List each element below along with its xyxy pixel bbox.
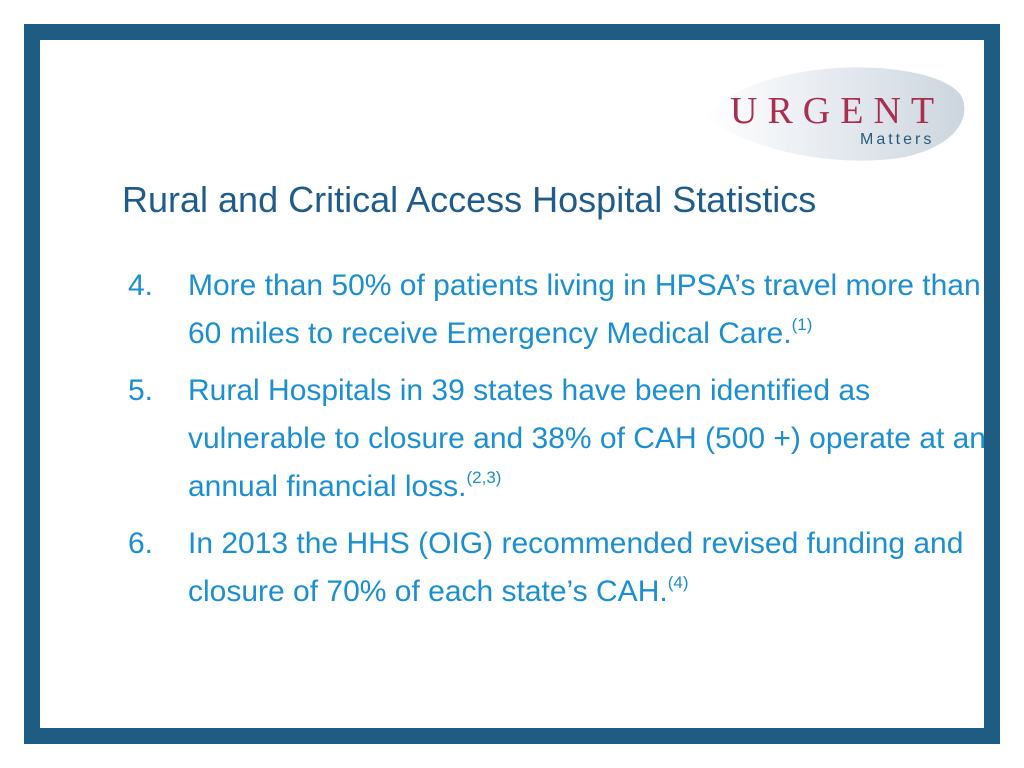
citation-superscript: (4) — [667, 573, 689, 592]
logo-subtitle: Matters — [860, 131, 935, 148]
list-item-number: 6. — [128, 527, 154, 560]
slide-title: Rural and Critical Access Hospital Statistics — [122, 179, 817, 220]
citation-superscript: (1) — [791, 315, 813, 334]
list-item — [128, 520, 988, 616]
list-item — [128, 367, 988, 511]
list-item — [128, 262, 988, 358]
statistics-list — [128, 262, 988, 625]
list-item-number: 4. — [128, 269, 154, 302]
urgent-matters-logo — [700, 62, 970, 162]
list-item-number: 5. — [128, 374, 154, 407]
list-item-text: Rural Hospitals in 39 states have been identified as vulnerable to closure and 38% of CAH (500 +) operate at an annual financial loss. — [188, 374, 986, 503]
logo-wordmark: URGENT — [730, 90, 945, 132]
list-item-text: More than 50% of patients living in HPSA’s travel more than 60 miles to receive Emergency Medical Care. — [188, 269, 981, 350]
citation-superscript: (2,3) — [466, 468, 502, 487]
list-item-text: In 2013 the HHS (OIG) recommended revised funding and closure of 70% of each state’s CAH. — [188, 527, 964, 608]
